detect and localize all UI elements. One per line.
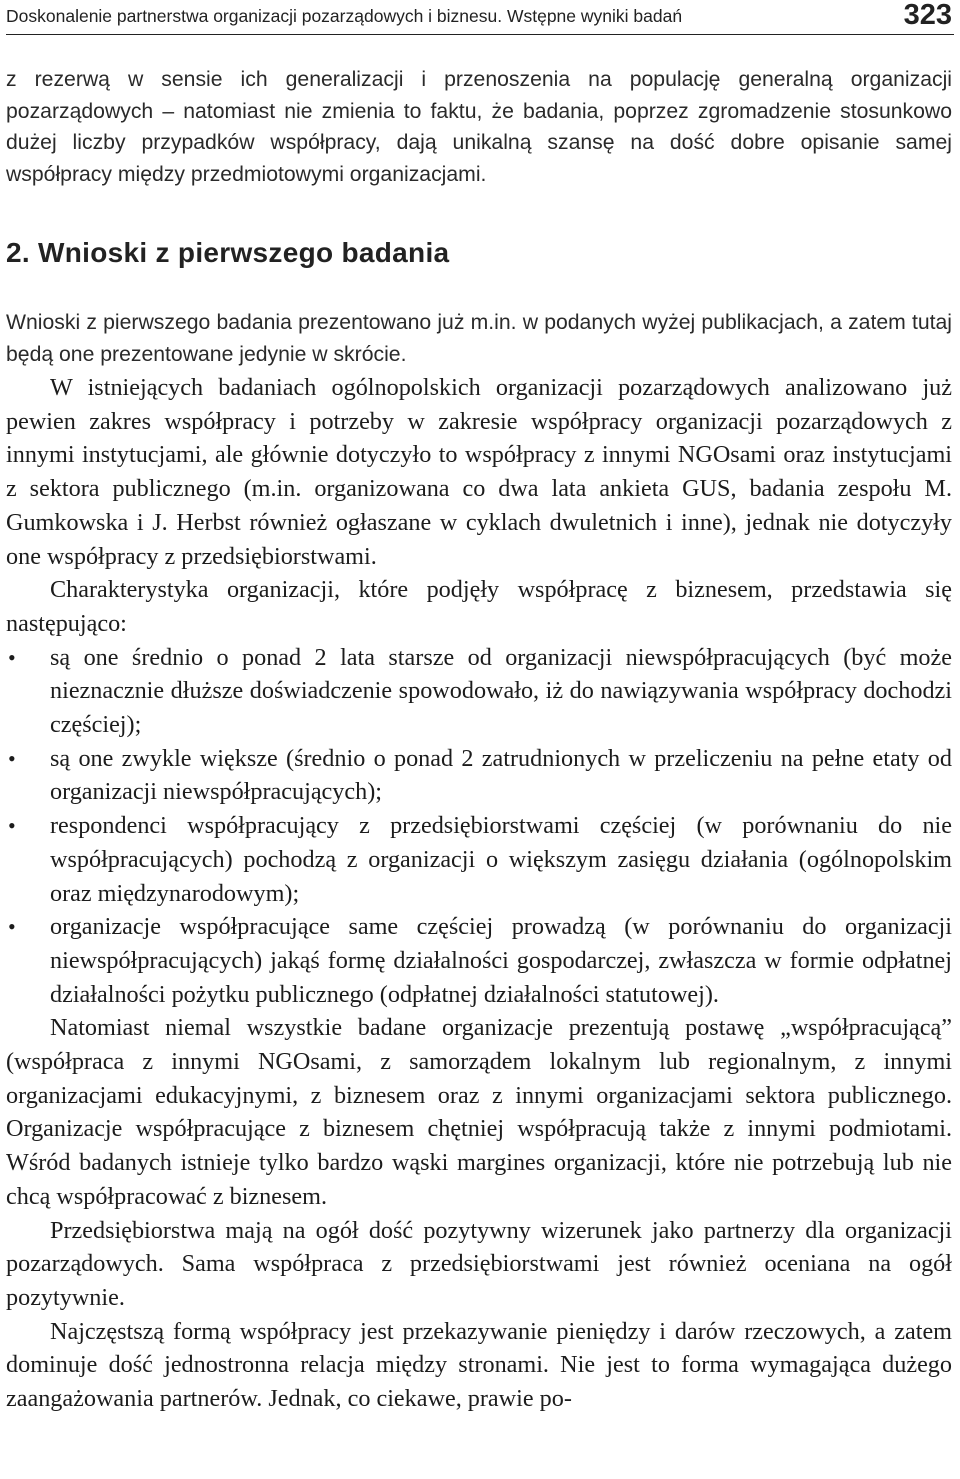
section-heading: 2. Wnioski z pierwszego badania: [6, 237, 450, 268]
bullet-marker: •: [8, 644, 16, 670]
bullet-list: [6, 641, 952, 1012]
intro-paragraph-block: [6, 64, 952, 190]
body-paragraph-4: Przedsiębiorstwa mają na ogół dość pozytywny wizerunek jako partnerzy dla organizacji pozarządowych. Sama współpraca z przedsiębiorstwami jest również oceniana na ogół pozytywnie.: [6, 1216, 952, 1311]
running-header: [6, 2, 954, 35]
body-paragraph-1: W istniejących badaniach ogólnopolskich organizacji pozarządowych analizowano już pewien zakres współpracy i potrzeby w zakresie współpracy organizacji pozarządowych z innymi instytucjami, ale głównie dotyczyło to współpracy z innymi NGOsami oraz instytucjami z sektora publicznego (m.in. organizowana co dwa lata ankieta GUS, badania zespołu M. Gumkowska i J. Herbst również ogłaszane w cyklach dwuletnich i inne), jednak nie dotyczyły one współpracy z przedsiębiorstwami.: [6, 374, 952, 570]
section-lead-block: [6, 307, 952, 370]
body-text: [6, 371, 952, 1416]
body-paragraph-2: Charakterystyka organizacji, które podjęły współpracę z biznesem, przedstawia się następująco:: [6, 576, 952, 637]
running-title: Doskonalenie partnerstwa organizacji pozarządowych i biznesu. Wstępne wyniki badań: [6, 6, 683, 26]
page-number: 323: [903, 0, 952, 31]
bullet-text-4: organizacje współpracujące same częściej prowadzą (w porównaniu do organizacji niewspółpracujących) jakąś formę działalności gospodarczej, zwłaszcza w formie odpłatnej działalności pożytku publicznego (odpłatnej działalności statutowej).: [50, 913, 952, 1008]
body-paragraph-3: Natomiast niemal wszystkie badane organizacje prezentują postawę „współpracującą” (współpraca z innymi NGOsami, z samorządem lokalnym lub regionalnym, z innymi organizacjami edukacyjnymi, z biznesem oraz z innymi organizacjami sektora publicznego. Organizacje współpracujące z biznesem chętniej współpracują także z innymi podmiotami. Wśród badanych istnieje tylko bardzo wąski margines organizacji, które nie potrzebują lub nie chcą współpracować z biznesem.: [6, 1014, 952, 1210]
bullet-marker: •: [8, 813, 16, 839]
bullet-item-4: [6, 910, 952, 1011]
bullet-item-2: [6, 742, 952, 809]
body-paragraph-5: Najczęstszą formą współpracy jest przekazywanie pieniędzy i darów rzeczowych, a zatem dominuje dość jednostronna relacja między stronami. Nie jest to forma wymagająca dużego zaangażowania partnerów. Jednak, co ciekawe, prawie po-: [6, 1317, 952, 1413]
bullet-marker: •: [8, 745, 16, 771]
bullet-item-3: [6, 809, 952, 910]
intro-paragraph: z rezerwą w sensie ich generalizacji i przenoszenia na populację generalną organizacji pozarządowych – natomiast nie zmienia to faktu, że badania, poprzez zgromadzenie stosunkowo dużej liczby przypadków współpracy, dają unikalną szansę na dość dobre opisanie samej współpracy między przedmiotowymi organizacjami.: [6, 68, 952, 186]
bullet-text-2: są one zwykle większe (średnio o ponad 2 zatrudnionych w przeliczeniu na pełne etaty od organizacji niewspółpracujących);: [50, 744, 952, 806]
bullet-marker: •: [8, 914, 16, 940]
section-lead-paragraph: Wnioski z pierwszego badania prezentowano już m.in. w podanych wyżej publikacjach, a zatem tutaj będą one prezentowane jedynie w skrócie.: [6, 311, 952, 366]
bullet-text-1: są one średnio o ponad 2 lata starsze od organizacji niewspółpracujących (być może nieznacznie dłuższe doświadczenie spowodowało, iż do nawiązywania współpracy dochodzi częściej);: [50, 643, 952, 739]
bullet-item-1: [6, 641, 952, 742]
bullet-text-3: respondenci współpracujący z przedsiębiorstwami częściej (w porównaniu do nie współpracujących) pochodzą z organizacji o większym zasięgu działania (ogólnopolskim oraz międzynarodowym);: [50, 812, 952, 907]
